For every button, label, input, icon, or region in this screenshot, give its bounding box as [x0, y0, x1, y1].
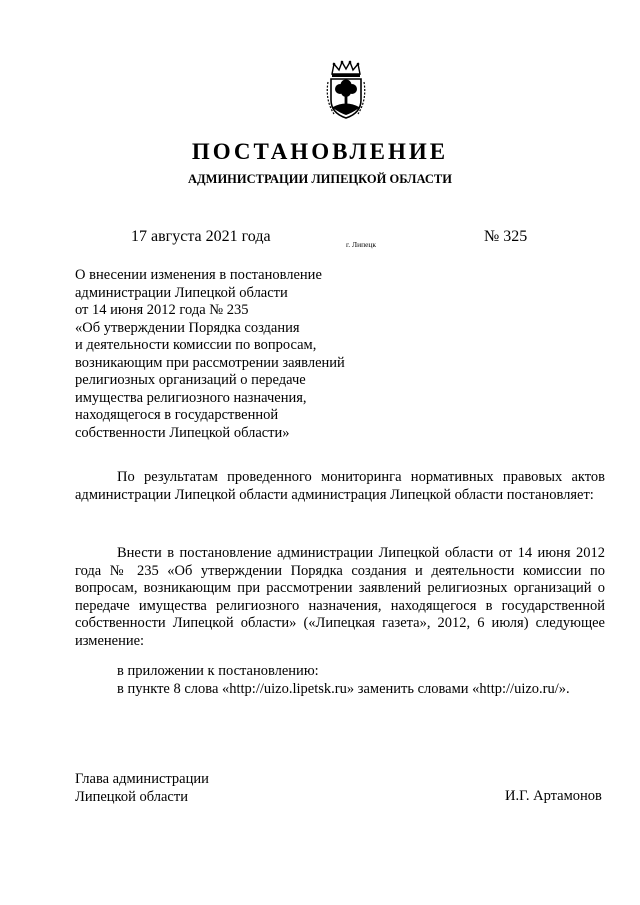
subject-line: от 14 июня 2012 года № 235: [75, 302, 249, 318]
subject-line: и деятельности комиссии по вопросам,: [75, 337, 317, 353]
subject-line: администрации Липецкой области: [75, 284, 288, 301]
position-line: Липецкой области: [75, 788, 188, 805]
subject-line: находящегося в государственной: [75, 407, 279, 423]
document-title: ПОСТАНОВЛЕНИЕ: [191, 139, 449, 164]
main-paragraph: Внести в постановление администрации Липецкой области от 14 июня 2012 года № 235 «Об утверждении Порядка создания и деятельности комиссии по вопросам, возникающим при рассмотрении заявлений религиозных организаций о передаче имущества религиозного назначения, находящегося в государственной собственности Липецкой области» («Липецкая газета», 2012, 6 июля) следующее изменение:: [75, 545, 605, 649]
subject-line: религиозных организаций о передаче: [75, 372, 306, 388]
document-subject: [75, 267, 395, 442]
document-date: 17 августа 2021 года: [131, 228, 271, 245]
subject-line: имущества религиозного назначения,: [75, 389, 307, 406]
amendment-item: в приложении к постановлению:: [117, 663, 319, 679]
position-line: Глава администрации: [75, 771, 209, 787]
signatory-name: И.Г. Артамонов: [505, 788, 602, 804]
preamble-paragraph: По результатам проведенного мониторинга нормативных правовых актов администрации Липецкой области администрация Липецкой области постановляет:: [75, 469, 605, 503]
coat-of-arms-icon: [322, 60, 370, 120]
amendment-block: [75, 663, 605, 698]
subject-line: «Об утверждении Порядка создания: [75, 319, 300, 336]
document-city: г. Липецк: [346, 240, 377, 249]
subject-line: О внесении изменения в постановление: [75, 267, 322, 283]
issuing-authority: АДМИНИСТРАЦИИ ЛИПЕЦКОЙ ОБЛАСТИ: [188, 172, 452, 186]
subject-line: собственности Липецкой области»: [75, 424, 290, 441]
document-number: № 325: [484, 228, 528, 245]
amendment-item: в пункте 8 слова «http://uizo.lipetsk.ru» заменить словами «http://uizo.ru/».: [117, 680, 570, 697]
subject-line: возникающим при рассмотрении заявлений: [75, 354, 345, 371]
signatory-position: [75, 771, 209, 806]
